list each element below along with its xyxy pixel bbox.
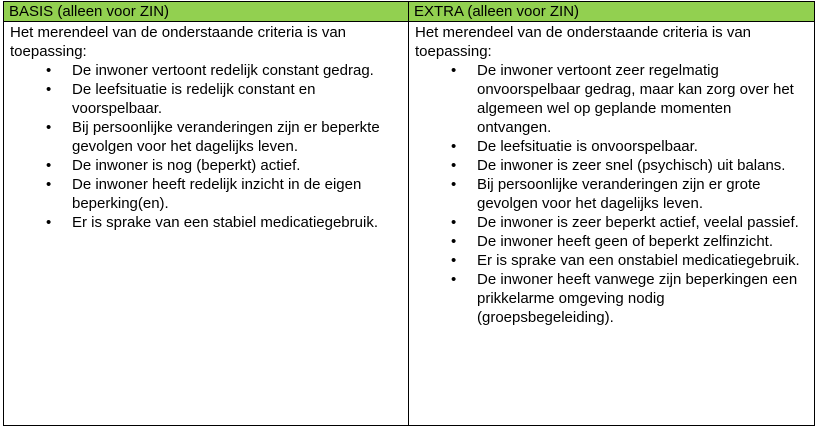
criteria-item (415, 213, 808, 232)
criteria-item-text: Bij persoonlijke veranderingen zijn er grote gevolgen voor het dagelijks leven. (477, 176, 761, 212)
criteria-item-text: De inwoner is nog (beperkt) actief. (72, 157, 301, 174)
criteria-item-text: De inwoner heeft vanwege zijn beperkingen een prikkelarme omgeving nodig (groepsbegeleiding). (477, 271, 798, 326)
criteria-item (415, 137, 808, 156)
criteria-row (4, 22, 815, 426)
criteria-item-text: De leefsituatie is redelijk constant en voorspelbaar. (72, 81, 316, 117)
criteria-item (415, 61, 808, 137)
basis-cell (4, 22, 409, 426)
criteria-item (10, 61, 402, 80)
criteria-item (10, 118, 402, 156)
criteria-item-text: De inwoner vertoont redelijk constant gedrag. (72, 62, 374, 79)
extra-intro: Het merendeel van de onderstaande criteria is van toepassing: (415, 24, 752, 60)
bullet-icon: • (46, 62, 52, 79)
criteria-item-text: Er is sprake van een onstabiel medicatiegebruik. (477, 252, 800, 269)
header-basis: BASIS (alleen voor ZIN) (4, 2, 409, 22)
header-row (4, 2, 815, 22)
criteria-item (415, 270, 808, 327)
criteria-item-text: Er is sprake van een stabiel medicatiegebruik. (72, 214, 378, 231)
criteria-item-text: De inwoner is zeer snel (psychisch) uit balans. (477, 157, 786, 174)
basis-intro: Het merendeel van de onderstaande criteria is van toepassing: (10, 24, 347, 60)
criteria-item-text: De inwoner heeft redelijk inzicht in de eigen beperking(en). (72, 176, 362, 212)
criteria-item-text: De inwoner vertoont zeer regelmatig onvoorspelbaar gedrag, maar kan zorg over het algemeen wel op geplande momenten ontvangen. (477, 62, 794, 136)
bullet-icon: • (451, 138, 457, 155)
criteria-item (10, 175, 402, 213)
basis-criteria-list (10, 61, 402, 232)
bullet-icon: • (451, 62, 457, 79)
criteria-item-text: Bij persoonlijke veranderingen zijn er beperkte gevolgen voor het dagelijks leven. (72, 119, 380, 155)
bullet-icon: • (46, 157, 52, 174)
bullet-icon: • (451, 176, 457, 193)
bullet-icon: • (46, 176, 52, 193)
criteria-item (415, 156, 808, 175)
bullet-icon: • (451, 271, 457, 288)
bullet-icon: • (451, 252, 457, 269)
extra-criteria-list (415, 61, 808, 327)
criteria-table (3, 1, 815, 426)
criteria-item (415, 175, 808, 213)
bullet-icon: • (451, 233, 457, 250)
bullet-icon: • (46, 119, 52, 136)
criteria-item (10, 80, 402, 118)
bullet-icon: • (46, 81, 52, 98)
bullet-icon: • (451, 214, 457, 231)
bullet-icon: • (46, 214, 52, 231)
header-extra: EXTRA (alleen voor ZIN) (409, 2, 815, 22)
criteria-item (10, 156, 402, 175)
criteria-item (10, 213, 402, 232)
criteria-item (415, 251, 808, 270)
criteria-item-text: De leefsituatie is onvoorspelbaar. (477, 138, 698, 155)
bullet-icon: • (451, 157, 457, 174)
criteria-item-text: De inwoner heeft geen of beperkt zelfinzicht. (477, 233, 774, 250)
criteria-item (415, 232, 808, 251)
criteria-item-text: De inwoner is zeer beperkt actief, veelal passief. (477, 214, 799, 231)
extra-cell (409, 22, 815, 426)
